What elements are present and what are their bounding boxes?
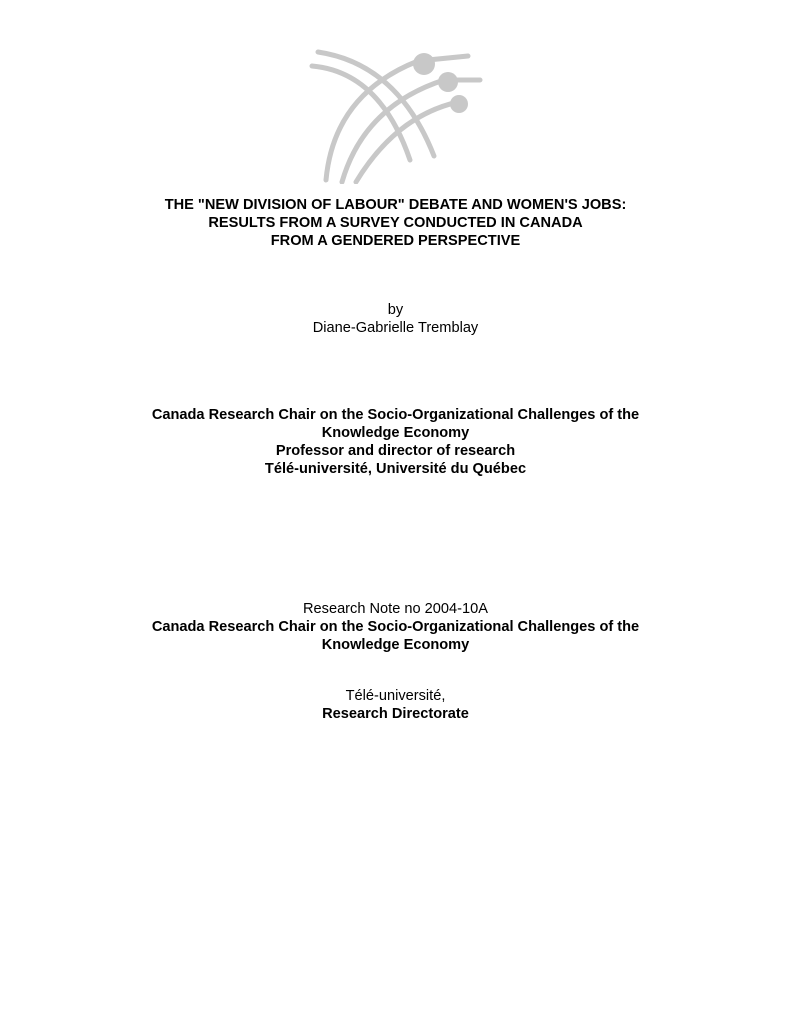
title-line-1: THE "NEW DIVISION OF LABOUR" DEBATE AND WOMEN'S JOBS: xyxy=(164,197,627,213)
byline xyxy=(0,301,791,337)
affiliation-line-4: Télé-université, Université du Québec xyxy=(264,461,527,477)
author-affiliation xyxy=(0,406,791,478)
research-note-number: Research Note no 2004-10A xyxy=(303,601,488,617)
affiliation-line-2: Knowledge Economy xyxy=(321,425,470,441)
publisher-directorate: Research Directorate xyxy=(322,706,469,722)
publisher-institution: Télé-université, xyxy=(345,688,446,704)
research-note xyxy=(0,600,791,654)
title-line-2: RESULTS FROM A SURVEY CONDUCTED IN CANADA xyxy=(208,215,583,231)
note-chair-line-1: Canada Research Chair on the Socio-Organizational Challenges of the xyxy=(151,619,640,635)
title-line-3: FROM A GENDERED PERSPECTIVE xyxy=(270,233,521,249)
by-label: by xyxy=(387,302,404,318)
publisher xyxy=(0,687,791,723)
affiliation-line-1: Canada Research Chair on the Socio-Organizational Challenges of the xyxy=(151,407,640,423)
logo-arcs-graphic xyxy=(308,44,488,184)
author-name: Diane-Gabrielle Tremblay xyxy=(312,320,479,336)
affiliation-line-3: Professor and director of research xyxy=(275,443,516,459)
note-chair-line-2: Knowledge Economy xyxy=(321,637,470,653)
document-title xyxy=(0,196,791,250)
institution-logo-icon xyxy=(308,44,488,184)
